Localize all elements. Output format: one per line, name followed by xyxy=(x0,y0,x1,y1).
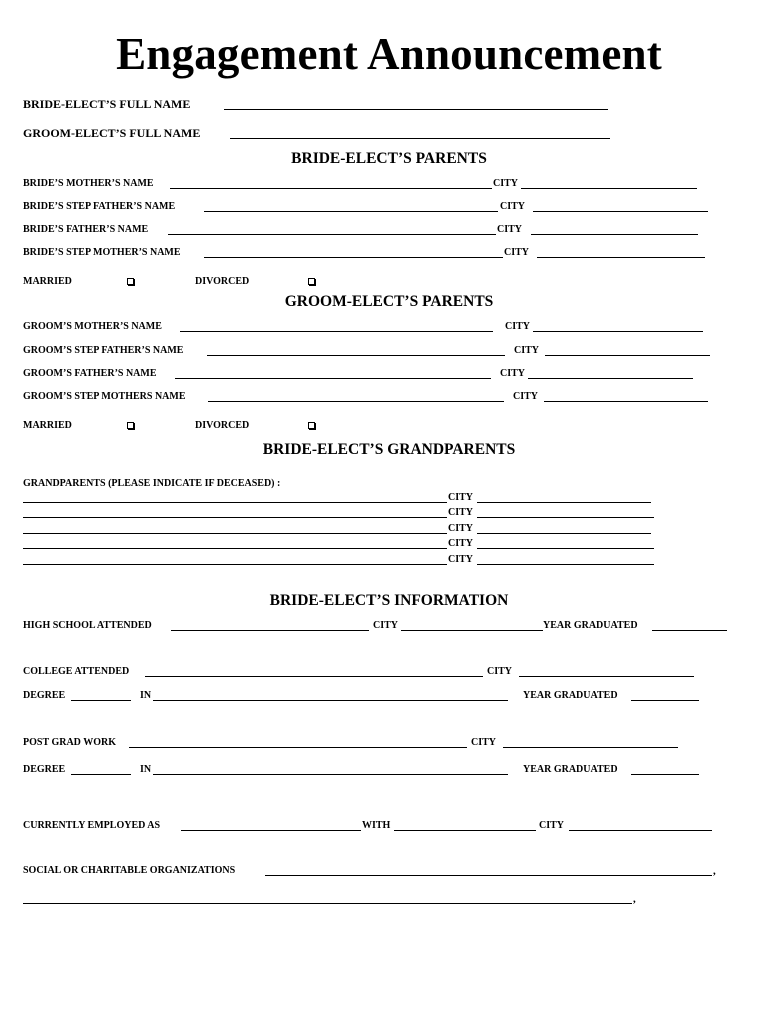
comma: , xyxy=(633,893,636,905)
married-checkbox[interactable] xyxy=(127,422,134,429)
groom-full-name-field[interactable] xyxy=(230,138,610,139)
bride-father-city-field[interactable] xyxy=(531,234,698,235)
grandparents-instruction: GRANDPARENTS (PLEASE INDICATE IF DECEASED) : xyxy=(23,478,281,489)
city-label: CITY xyxy=(471,737,497,748)
in-label: IN xyxy=(140,764,152,775)
grandparents-heading: BRIDE-ELECT’S GRANDPARENTS xyxy=(262,441,516,458)
divorced-label: DIVORCED xyxy=(195,420,250,431)
grandparent-name-field[interactable] xyxy=(23,564,447,565)
page-title: Engagement Announcement xyxy=(116,29,662,79)
groom-step-father-field[interactable] xyxy=(207,355,505,356)
grandparent-city-field[interactable] xyxy=(477,517,654,518)
city-label: CITY xyxy=(493,178,519,189)
grandparent-name-field[interactable] xyxy=(23,502,447,503)
degree-field[interactable] xyxy=(71,774,131,775)
bride-step-mother-field[interactable] xyxy=(204,257,503,258)
groom-father-city-field[interactable] xyxy=(528,378,693,379)
year-graduated-label: YEAR GRADUATED xyxy=(543,620,638,631)
city-label: CITY xyxy=(500,368,526,379)
post-grad-label: POST GRAD WORK xyxy=(23,737,116,748)
college-label: COLLEGE ATTENDED xyxy=(23,666,130,677)
groom-father-label: GROOM’S FATHER’S NAME xyxy=(23,368,157,379)
groom-step-mother-city-field[interactable] xyxy=(544,401,708,402)
grandparent-name-field[interactable] xyxy=(23,533,447,534)
bride-full-name-label: BRIDE-ELECT’S FULL NAME xyxy=(23,97,191,111)
degree-field[interactable] xyxy=(71,700,131,701)
bride-step-mother-city-field[interactable] xyxy=(537,257,705,258)
groom-parents-heading: GROOM-ELECT’S PARENTS xyxy=(284,293,494,310)
college-city-field[interactable] xyxy=(519,676,694,677)
bride-full-name-field[interactable] xyxy=(224,109,608,110)
bride-mother-label: BRIDE’S MOTHER’S NAME xyxy=(23,178,154,189)
comma: , xyxy=(713,865,716,877)
groom-step-mother-field[interactable] xyxy=(208,401,504,402)
groom-mother-city-field[interactable] xyxy=(533,331,703,332)
grandparent-city-field[interactable] xyxy=(477,533,651,534)
bride-mother-field[interactable] xyxy=(170,188,492,189)
high-school-field[interactable] xyxy=(171,630,369,631)
grandparent-city-field[interactable] xyxy=(477,564,654,565)
employed-label: CURRENTLY EMPLOYED AS xyxy=(23,820,161,831)
grandparent-name-field[interactable] xyxy=(23,548,447,549)
high-school-label: HIGH SCHOOL ATTENDED xyxy=(23,620,152,631)
degree-major-field[interactable] xyxy=(153,700,508,701)
organizations-field[interactable] xyxy=(265,875,712,876)
groom-full-name-label: GROOM-ELECT’S FULL NAME xyxy=(23,126,201,140)
post-grad-field[interactable] xyxy=(129,747,467,748)
employment-city-field[interactable] xyxy=(569,830,712,831)
city-label: CITY xyxy=(448,554,474,565)
grandparent-city-field[interactable] xyxy=(477,548,654,549)
city-label: CITY xyxy=(448,538,474,549)
college-field[interactable] xyxy=(145,676,483,677)
divorced-checkbox[interactable] xyxy=(308,422,315,429)
city-label: CITY xyxy=(373,620,399,631)
city-label: CITY xyxy=(497,224,523,235)
bride-info-heading: BRIDE-ELECT’S INFORMATION xyxy=(269,592,509,609)
in-label: IN xyxy=(140,690,152,701)
city-label: CITY xyxy=(448,523,474,534)
groom-step-father-label: GROOM’S STEP FATHER’S NAME xyxy=(23,345,184,356)
employer-field[interactable] xyxy=(394,830,536,831)
bride-father-label: BRIDE’S FATHER’S NAME xyxy=(23,224,149,235)
bride-mother-city-field[interactable] xyxy=(521,188,697,189)
organizations-label: SOCIAL OR CHARITABLE ORGANIZATIONS xyxy=(23,865,236,876)
groom-mother-label: GROOM’S MOTHER’S NAME xyxy=(23,321,162,332)
groom-father-field[interactable] xyxy=(175,378,491,379)
with-label: WITH xyxy=(362,820,391,831)
high-school-year-field[interactable] xyxy=(652,630,727,631)
college-year-field[interactable] xyxy=(631,700,699,701)
bride-step-mother-label: BRIDE’S STEP MOTHER’S NAME xyxy=(23,247,181,258)
city-label: CITY xyxy=(505,321,531,332)
post-grad-year-field[interactable] xyxy=(631,774,699,775)
year-graduated-label: YEAR GRADUATED xyxy=(523,764,618,775)
high-school-city-field[interactable] xyxy=(401,630,543,631)
married-checkbox[interactable] xyxy=(127,278,134,285)
married-label: MARRIED xyxy=(23,420,72,431)
grandparent-city-field[interactable] xyxy=(477,502,651,503)
degree-major-field[interactable] xyxy=(153,774,508,775)
groom-step-father-city-field[interactable] xyxy=(545,355,710,356)
bride-step-father-label: BRIDE’S STEP FATHER’S NAME xyxy=(23,201,176,212)
grandparent-name-field[interactable] xyxy=(23,517,447,518)
post-grad-city-field[interactable] xyxy=(503,747,678,748)
bride-step-father-field[interactable] xyxy=(204,211,498,212)
city-label: CITY xyxy=(514,345,540,356)
bride-father-field[interactable] xyxy=(168,234,496,235)
city-label: CITY xyxy=(487,666,513,677)
city-label: CITY xyxy=(500,201,526,212)
married-label: MARRIED xyxy=(23,276,72,287)
groom-step-mother-label: GROOM’S STEP MOTHERS NAME xyxy=(23,391,186,402)
degree-label: DEGREE xyxy=(23,764,66,775)
city-label: CITY xyxy=(539,820,565,831)
degree-label: DEGREE xyxy=(23,690,66,701)
bride-parents-heading: BRIDE-ELECT’S PARENTS xyxy=(291,150,487,167)
groom-mother-field[interactable] xyxy=(180,331,493,332)
city-label: CITY xyxy=(448,492,474,503)
divorced-checkbox[interactable] xyxy=(308,278,315,285)
city-label: CITY xyxy=(513,391,539,402)
year-graduated-label: YEAR GRADUATED xyxy=(523,690,618,701)
city-label: CITY xyxy=(504,247,530,258)
bride-step-father-city-field[interactable] xyxy=(533,211,708,212)
divorced-label: DIVORCED xyxy=(195,276,250,287)
employed-as-field[interactable] xyxy=(181,830,361,831)
city-label: CITY xyxy=(448,507,474,518)
organizations-continued-field[interactable] xyxy=(23,903,632,904)
